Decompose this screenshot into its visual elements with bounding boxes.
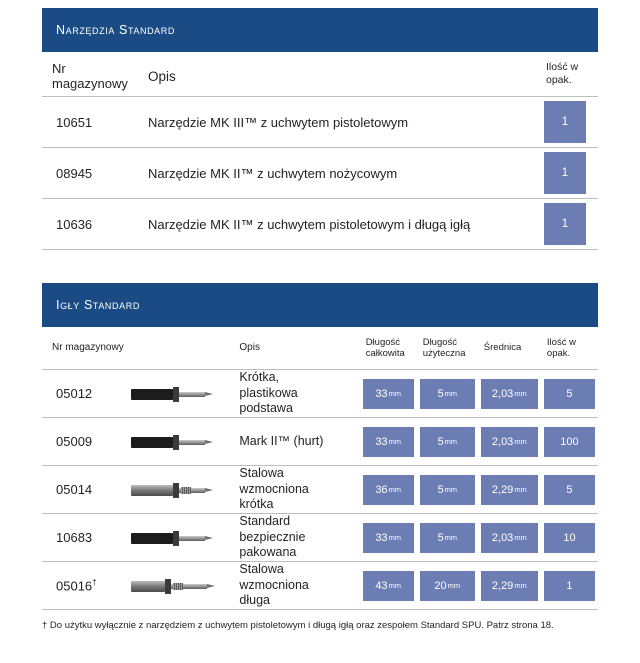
tools-header-description: Opis [138,52,536,97]
needle-useful-length-unit: mm [444,533,458,542]
needle-total-length-cell [360,466,417,514]
needle-useful-length-value: 5 [437,387,444,400]
needle-diameter-cell [478,514,541,562]
needle-useful-length-cell [417,562,478,610]
needle-total-length-unit: mm [388,533,402,542]
table-row [42,97,598,148]
needle-total-length-value: 33 [375,531,388,544]
needle-total-length-value: 33 [375,387,388,400]
needle-total-length-unit: mm [388,581,402,590]
needle-description-line: Stalowa [239,562,284,577]
needle-sku-dagger: † [92,577,97,587]
needle-diameter [481,475,538,505]
needle-useful-length [420,571,475,601]
needle-total-length-cell [360,370,417,418]
needle-total-length-unit: mm [388,389,402,398]
tools-table-header-row [42,52,598,97]
needle-sku: 05012 [42,370,125,418]
needle-useful-length-cell [417,418,478,466]
needle-description [231,514,359,562]
needle-image-cell [125,562,231,610]
needles-header-useful-length [417,327,478,370]
needle-diameter [481,427,538,457]
tool-qty-value: 1 [544,152,586,194]
needle-diameter-unit: mm [514,533,527,542]
needle-diameter-unit: mm [514,437,527,446]
needle-qty-cell [541,418,598,466]
needle-icon [131,432,223,452]
needles-header-total-length [360,327,417,370]
table-row [42,370,598,418]
needle-sku: 05009 [42,418,125,466]
needle-icon [131,576,223,596]
needle-diameter [481,523,538,553]
tool-description: Narzędzie MK II™ z uchwytem nożycowym [138,148,536,199]
needle-useful-length-value: 5 [437,531,444,544]
needles-section-header [42,283,598,327]
needle-description-line: wzmocniona [239,481,309,496]
needle-qty-value: 5 [544,475,595,505]
tools-section [42,8,598,250]
needle-diameter-unit: mm [514,389,527,398]
tool-qty-cell [536,97,598,148]
needle-qty-value: 1 [544,571,595,601]
tool-qty-cell [536,148,598,199]
needle-diameter-cell [478,370,541,418]
needle-diameter-value: 2,03 [491,387,514,400]
needle-total-length-cell [360,418,417,466]
needle-description [231,562,359,610]
table-row [42,466,598,514]
tools-section-header [42,8,598,52]
needle-description [231,418,359,466]
needle-description [231,466,359,514]
needles-header-qty-line1: Ilość w [546,336,576,348]
needle-description-line: Stalowa [239,466,284,481]
needle-useful-length-unit: mm [444,389,458,398]
needle-description-line: plastikowa [239,385,298,400]
needle-description-line: długa [239,593,270,608]
needle-diameter [481,379,538,409]
needle-diameter [481,571,538,601]
needle-description-line: podstawa [239,401,293,416]
tools-header-qty-line2: opak. [546,74,572,86]
needle-image-cell [125,466,231,514]
table-row [42,148,598,199]
needle-qty-value: 10 [544,523,595,553]
needle-total-length [363,571,414,601]
needle-sku-value: 05016 [56,578,93,594]
needle-total-length-unit: mm [388,485,402,494]
needle-useful-length [420,523,475,553]
needles-header-useful-length-line1: Długość [422,336,458,348]
footnote: † Do użytku wyłącznie z narzędziem z uchwytem pistoletowym i długą igłą oraz zespołem Standard SPU. Patrz strona 18. [42,620,554,631]
needle-icon [131,528,223,548]
table-row [42,199,598,250]
needle-diameter-value: 2,29 [491,579,514,592]
needle-useful-length-value: 20 [434,579,447,592]
needle-diameter-value: 2,03 [491,435,514,448]
needles-section [42,283,598,610]
tool-description: Narzędzie MK III™ z uchwytem pistoletowym [138,97,536,148]
tools-header-sku: Nr magazynowy [42,52,138,97]
needles-header-qty-line2: opak. [546,348,571,359]
needles-header-qty [541,327,598,370]
needles-header-total-length-line2: całkowita [365,348,405,359]
needle-qty-cell [541,514,598,562]
needle-useful-length-cell [417,466,478,514]
needle-description-line: wzmocniona [239,577,309,592]
needle-qty-value: 5 [544,379,595,409]
needle-qty-value: 100 [544,427,595,457]
table-row [42,514,598,562]
needle-qty-cell [541,370,598,418]
needle-qty-cell [541,466,598,514]
needle-useful-length-value: 5 [437,483,444,496]
needle-sku [42,562,125,610]
needle-useful-length-unit: mm [444,437,458,446]
needle-total-length [363,379,414,409]
needle-total-length [363,523,414,553]
needle-image-cell [125,370,231,418]
tools-header-qty [536,52,598,97]
needle-useful-length-cell [417,514,478,562]
needle-icon [131,480,223,500]
needles-header-description: Opis [231,327,359,370]
needles-header-total-length-line1: Długość [365,336,401,348]
needle-image-cell [125,418,231,466]
needle-useful-length-cell [417,370,478,418]
needle-useful-length [420,427,475,457]
tool-qty-value: 1 [544,101,586,143]
needles-header-diameter: Średnica [478,327,541,370]
needle-diameter-unit: mm [514,485,527,494]
needle-image-cell [125,514,231,562]
needles-section-title: Igły Standard [56,298,140,312]
needle-icon [131,384,223,404]
needle-diameter-value: 2,29 [491,483,514,496]
needle-sku: 10683 [42,514,125,562]
needle-diameter-cell [478,418,541,466]
needle-description-line: Krótka, [239,370,279,385]
tool-qty-value: 1 [544,203,586,245]
tool-qty-cell [536,199,598,250]
needle-description-line: Mark II™ (hurt) [239,433,324,448]
needle-diameter-cell [478,562,541,610]
needles-header-sku: Nr magazynowy [42,327,231,370]
needle-description-line: krótka [239,497,274,512]
needle-description [231,370,359,418]
needle-useful-length-unit: mm [447,581,461,590]
needle-total-length-cell [360,562,417,610]
tool-sku: 10651 [42,97,138,148]
needle-useful-length-value: 5 [437,435,444,448]
needle-description-line: Standard [239,514,291,529]
needle-sku: 05014 [42,466,125,514]
tool-sku: 08945 [42,148,138,199]
needle-useful-length [420,475,475,505]
needle-useful-length [420,379,475,409]
table-row [42,418,598,466]
needles-header-useful-length-line2: użyteczna [422,348,466,359]
needle-total-length-cell [360,514,417,562]
table-row [42,562,598,610]
needle-description-line: bezpiecznie [239,529,306,544]
needle-useful-length-unit: mm [444,485,458,494]
tool-sku: 10636 [42,199,138,250]
needle-total-length [363,475,414,505]
tools-section-title: Narzędzia Standard [56,23,175,37]
needle-total-length-value: 33 [375,435,388,448]
needle-diameter-unit: mm [514,581,527,590]
needle-total-length-unit: mm [388,437,402,446]
needle-total-length-value: 43 [375,579,388,592]
tools-table [42,52,598,250]
needle-diameter-cell [478,466,541,514]
needle-description-line: pakowana [239,545,297,560]
needle-total-length-value: 36 [375,483,388,496]
needles-table-header-row [42,327,598,370]
needle-qty-cell [541,562,598,610]
needle-total-length [363,427,414,457]
tools-header-qty-line1: Ilość w [546,60,579,73]
tool-description: Narzędzie MK II™ z uchwytem pistoletowym i długą igłą [138,199,536,250]
needles-table [42,327,598,610]
needle-diameter-value: 2,03 [491,531,514,544]
